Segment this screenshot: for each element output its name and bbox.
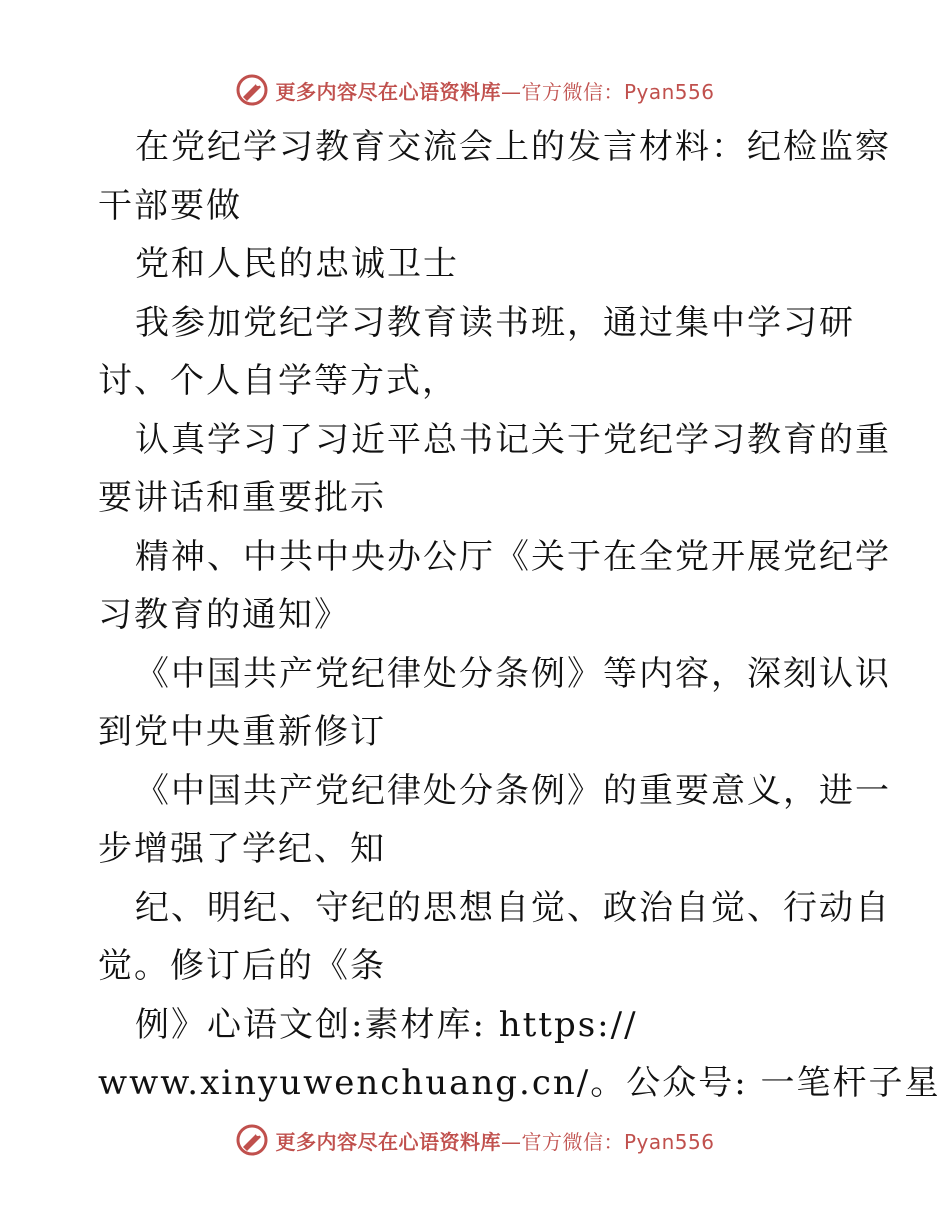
- header-banner-lead: 更多内容尽在心语资料库: [275, 79, 501, 104]
- title-line-2: 干部要做: [98, 185, 242, 226]
- paragraph-line: 纪、明纪、守纪的思想自觉、政治自觉、行动自: [135, 887, 891, 928]
- paragraph-line: 要讲话和重要批示: [98, 478, 386, 518]
- paragraph-line: 《中国共产党纪律处分条例》的重要意义，进一: [135, 770, 891, 811]
- paragraph-line: 例》心语文创:素材库: https://: [135, 1004, 638, 1045]
- pen-nib-logo-icon: [235, 73, 269, 107]
- paragraph-line: 觉。修订后的《条: [98, 946, 386, 986]
- paragraph-line: 精神、中共中央办公厅《关于在全党开展党纪学: [135, 536, 891, 577]
- footer-banner-text: [275, 1126, 714, 1155]
- paragraph-line: www.xinyuwenchuang.cn/。公众号: 一笔杆子星: [98, 1063, 941, 1103]
- header-banner-separator: —: [500, 79, 522, 104]
- paragraph-line: 认真学习了习近平总书记关于党纪学习教育的重: [135, 419, 891, 460]
- paragraph-line: 讨、个人自学等方式，: [98, 361, 458, 401]
- footer-banner-lead: 更多内容尽在心语资料库: [275, 1129, 501, 1154]
- header-banner: [0, 70, 950, 110]
- footer-banner: [0, 1120, 950, 1160]
- title-line-3: 党和人民的忠诚卫士: [135, 244, 459, 284]
- header-banner-contact: 官方微信：Pyan556: [521, 79, 715, 104]
- paragraph-line: 到党中央重新修订: [98, 712, 386, 752]
- paragraph-line: 步增强了学纪、知: [98, 829, 386, 869]
- header-banner-text: [275, 76, 714, 105]
- document-body: [98, 118, 941, 1113]
- title-line-1: 在党纪学习教育交流会上的发言材料：纪检监察: [135, 127, 891, 167]
- paragraph-line: 《中国共产党纪律处分条例》等内容，深刻认识: [135, 653, 891, 694]
- footer-banner-separator: —: [500, 1129, 522, 1154]
- paragraph-line: 我参加党纪学习教育读书班，通过集中学习研: [135, 302, 855, 343]
- footer-banner-contact: 官方微信：Pyan556: [521, 1129, 715, 1154]
- paragraph-line: 习教育的通知》: [98, 595, 350, 635]
- pen-nib-logo-icon: [235, 1123, 269, 1157]
